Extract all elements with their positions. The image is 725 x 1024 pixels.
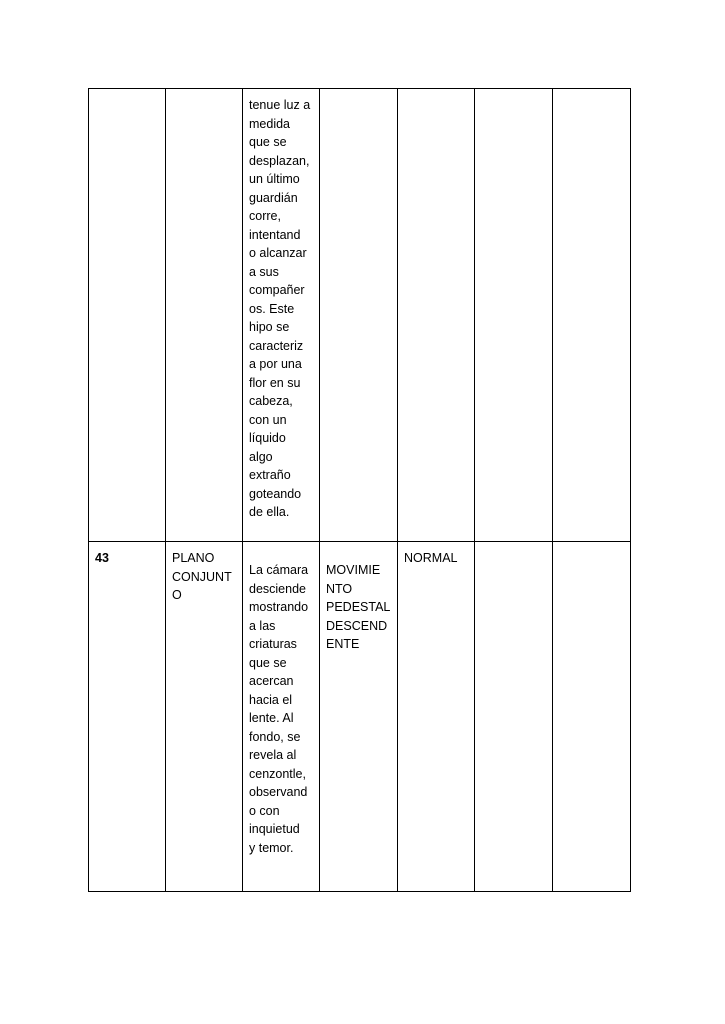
empty-cell (553, 89, 631, 542)
shot-list-table (88, 88, 631, 892)
empty-cell (475, 542, 553, 892)
empty-cell (475, 89, 553, 542)
shot-number-cell (89, 89, 166, 542)
camera-movement: MOVIMIE NTO PEDESTAL DESCEND ENTE (326, 563, 391, 651)
camera-speed: NORMAL (404, 551, 458, 565)
shot-number-cell (89, 542, 166, 892)
shot-plane-cell (166, 89, 243, 542)
empty-cell (553, 542, 631, 892)
camera-speed-cell (398, 542, 475, 892)
shot-description: La cámara desciende mostrando a las criaturas que se acercan hacia el lente. Al fondo, se revela al cenzontle, observand o con inquietud y temor. (249, 563, 309, 855)
shot-description-cell (243, 542, 320, 892)
camera-movement-cell (320, 542, 398, 892)
shot-number: 43 (95, 551, 109, 565)
camera-speed-cell (398, 89, 475, 542)
shot-plane-cell (166, 542, 243, 892)
table-row (89, 542, 631, 892)
shot-description: tenue luz a medida que se desplazan, un último guardián corre, intentand o alcanzar a sus compañer os. Este hipo se caracteriz a por una flor en su cabeza, con un líquido algo extraño goteando de ella. (249, 98, 311, 519)
camera-movement-cell (320, 89, 398, 542)
table-row (89, 89, 631, 542)
shot-plane: PLANO CONJUNT O (172, 551, 232, 602)
shot-description-cell (243, 89, 320, 542)
